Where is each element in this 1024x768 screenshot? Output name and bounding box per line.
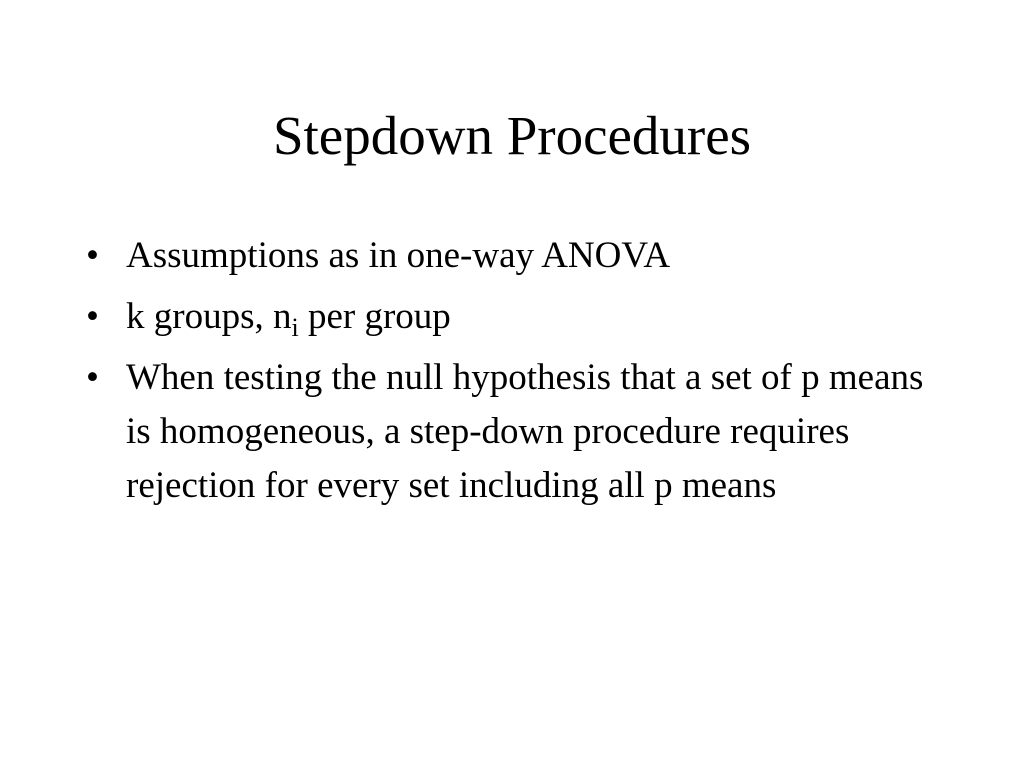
bullet-text: Assumptions as in one-way ANOVA bbox=[126, 235, 671, 276]
bullet-icon: • bbox=[86, 296, 99, 337]
bullet-text: When testing the null hypothesis that a set of p means is homogeneous, a step-down procedure requires rejection for every set including all p means bbox=[126, 357, 924, 506]
bullet-text-pre: k groups, n bbox=[126, 296, 292, 337]
bullet-item-null-hypothesis bbox=[86, 351, 926, 513]
subscript-i: i bbox=[291, 313, 299, 342]
slide-title: Stepdown Procedures bbox=[272, 105, 752, 166]
bullet-list bbox=[86, 229, 926, 520]
bullet-icon: • bbox=[86, 357, 99, 398]
bullet-item-assumptions bbox=[86, 229, 926, 283]
bullet-icon: • bbox=[86, 235, 99, 276]
bullet-item-groups bbox=[86, 290, 926, 344]
bullet-text-post: per group bbox=[298, 296, 451, 337]
